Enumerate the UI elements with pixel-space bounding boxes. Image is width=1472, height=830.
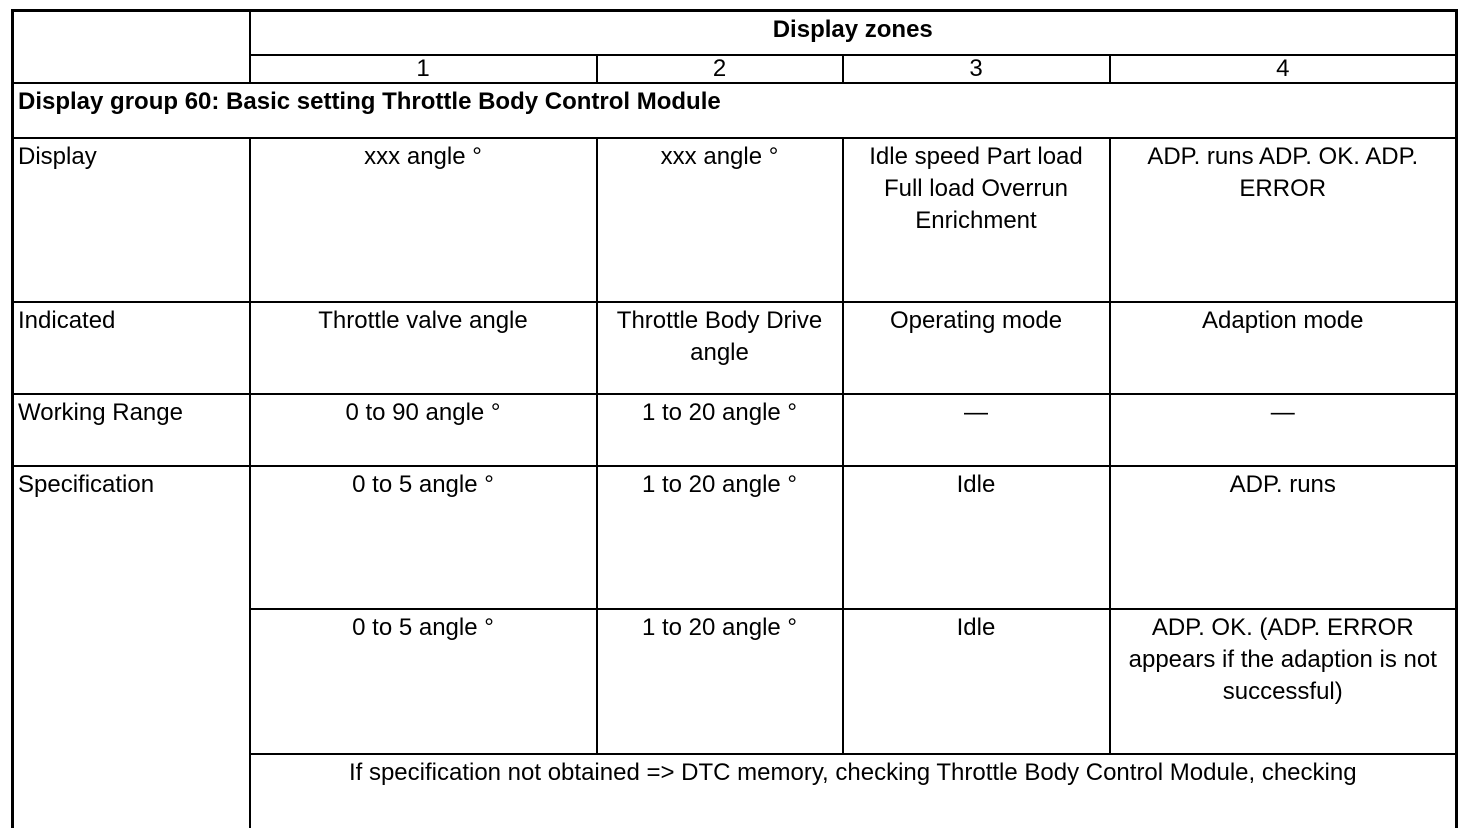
specification-1-zone-1: 0 to 5 angle ° — [250, 466, 597, 609]
zone-header-3: 3 — [843, 55, 1110, 83]
row-label-display: Display — [13, 138, 250, 302]
working-range-zone-4: — — [1110, 394, 1457, 466]
display-zone-1: xxx angle ° — [250, 138, 597, 302]
indicated-zone-1: Throttle valve angle — [250, 302, 597, 394]
specification-2-zone-3: Idle — [843, 609, 1110, 754]
row-label-working-range: Working Range — [13, 394, 250, 466]
indicated-zone-3: Operating mode — [843, 302, 1110, 394]
working-range-zone-2: 1 to 20 angle ° — [597, 394, 843, 466]
specification-2-zone-1: 0 to 5 angle ° — [250, 609, 597, 754]
display-zone-2: xxx angle ° — [597, 138, 843, 302]
display-group-table — [11, 9, 1458, 828]
indicated-zone-2: Throttle Body Drive angle — [597, 302, 843, 394]
specification-2-zone-4: ADP. OK. (ADP. ERROR appears if the adaption is not successful) — [1110, 609, 1457, 754]
specification-note: If specification not obtained => DTC memory, checking Throttle Body Control Module, checking — [250, 754, 1457, 828]
working-range-zone-3: — — [843, 394, 1110, 466]
row-label-specification: Specification — [13, 466, 250, 828]
group-title: Display group 60: Basic setting Throttle Body Control Module — [13, 83, 1457, 138]
zone-header-2: 2 — [597, 55, 843, 83]
specification-1-zone-3: Idle — [843, 466, 1110, 609]
specification-1-zone-4: ADP. runs — [1110, 466, 1457, 609]
display-zone-4: ADP. runs ADP. OK. ADP. ERROR — [1110, 138, 1457, 302]
zone-header-1: 1 — [250, 55, 597, 83]
display-zone-3: Idle speed Part load Full load Overrun Enrichment — [843, 138, 1110, 302]
specification-2-zone-2: 1 to 20 angle ° — [597, 609, 843, 754]
zone-header-4: 4 — [1110, 55, 1457, 83]
display-zones-title: Display zones — [250, 11, 1457, 55]
working-range-zone-1: 0 to 90 angle ° — [250, 394, 597, 466]
row-label-indicated: Indicated — [13, 302, 250, 394]
header-empty-corner — [13, 11, 250, 83]
specification-1-zone-2: 1 to 20 angle ° — [597, 466, 843, 609]
indicated-zone-4: Adaption mode — [1110, 302, 1457, 394]
